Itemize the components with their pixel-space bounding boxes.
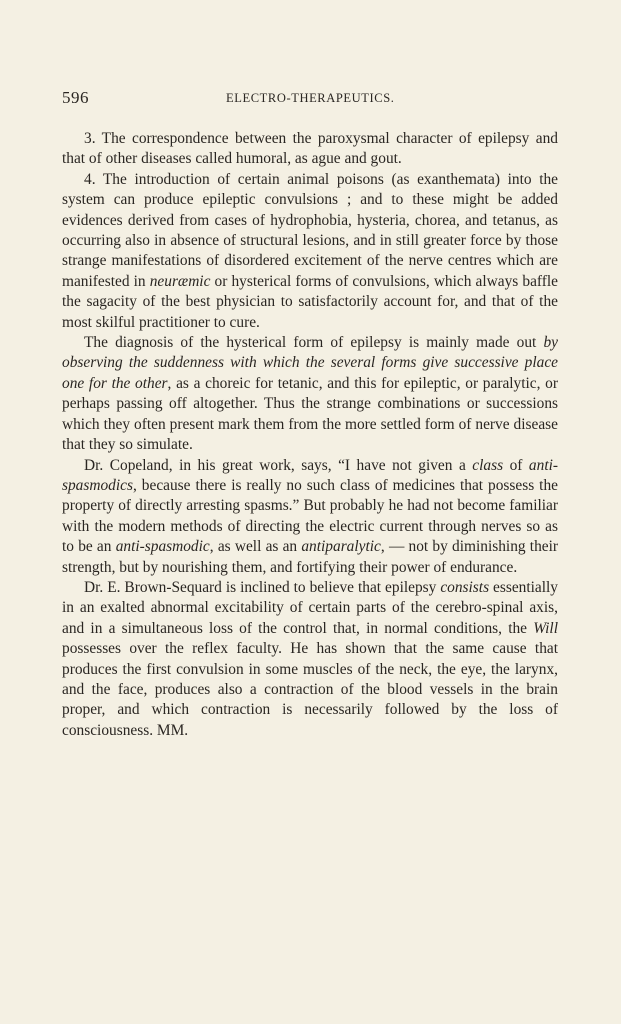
body-text bbox=[62, 129, 558, 741]
text-run: of bbox=[503, 456, 529, 474]
text-run: 3. The correspondence between the paroxysmal character of epilepsy and that of other diseases called humoral, as ague and gout. bbox=[62, 130, 558, 168]
italic-text: Will bbox=[533, 619, 558, 637]
paragraph bbox=[62, 456, 558, 578]
text-run: , as well as an bbox=[209, 538, 302, 556]
text-run: Dr. Copeland, in his great work, says, “I have not given a bbox=[84, 456, 473, 474]
italic-text: anti-spasmodic bbox=[115, 538, 210, 556]
italic-text: consists bbox=[440, 578, 490, 596]
running-title: ELECTRO-THERAPEUTICS. bbox=[226, 91, 395, 105]
text-run: possesses over the reflex faculty. He has shown that the same cause that produces the first convulsion in some muscles of the neck, the eye, the larynx, and the face, produces also a contraction of the blood vessels in the brain proper, and which contraction is necessarily followed by the loss of consciousness. MM. bbox=[62, 640, 558, 739]
text-run: , because there is really no such class of medicines that possess the property of directly arresting spasms.” But probably he had not become familiar with the modern methods of directing the electric current through nerves so as to be an bbox=[62, 476, 558, 556]
text-run: Dr. E. Brown-Sequard is inclined to believe that epilepsy bbox=[84, 578, 441, 596]
page-header bbox=[62, 88, 562, 108]
italic-text: neuræmic bbox=[149, 272, 211, 290]
paragraph bbox=[62, 578, 558, 741]
paragraph bbox=[62, 129, 558, 170]
text-run: , as a choreic for tetanic, and this for epileptic, or paralytic, or perhaps passing off altogether. Thus the strange combinations or successions which they often present mark them from the more settled form of nerve disease that they so simulate. bbox=[62, 374, 558, 454]
text-run: essentially in an exalted abnormal excitability of certain parts of the cerebro-spinal axis, and in a simultaneous loss of the control that, in normal conditions, the bbox=[62, 578, 559, 637]
page-number: 596 bbox=[62, 88, 89, 107]
paragraph bbox=[62, 170, 558, 333]
paragraph bbox=[62, 333, 558, 455]
italic-text: class bbox=[472, 456, 504, 474]
text-run: , — not by diminishing their strength, but by nourishing them, and fortifying their power of endurance. bbox=[62, 538, 558, 576]
text-run: The diagnosis of the hysterical form of epilepsy is mainly made out bbox=[84, 334, 544, 352]
italic-text: anti-spasmodics bbox=[62, 456, 558, 494]
text-run: 4. The introduction of certain animal poisons (as exanthemata) into the system can produce epileptic convulsions ; and to these might be added evidences derived from cases of hydrophobia, hysteria, chorea, and tetanus, as occurring also in absence of structural lesions, and in still greater force by those strange manifestations of disordered excitement of the nerve centres which are manifested in bbox=[62, 170, 558, 290]
italic-text: by observing the suddenness with which the several forms give successive place one for the other bbox=[62, 334, 558, 392]
italic-text: antiparalytic bbox=[301, 538, 381, 556]
text-run: or hysterical forms of convulsions, which always baffle the sagacity of the best physician to satisfactorily account for, and that of the most skilful practitioner to cure. bbox=[62, 272, 558, 331]
